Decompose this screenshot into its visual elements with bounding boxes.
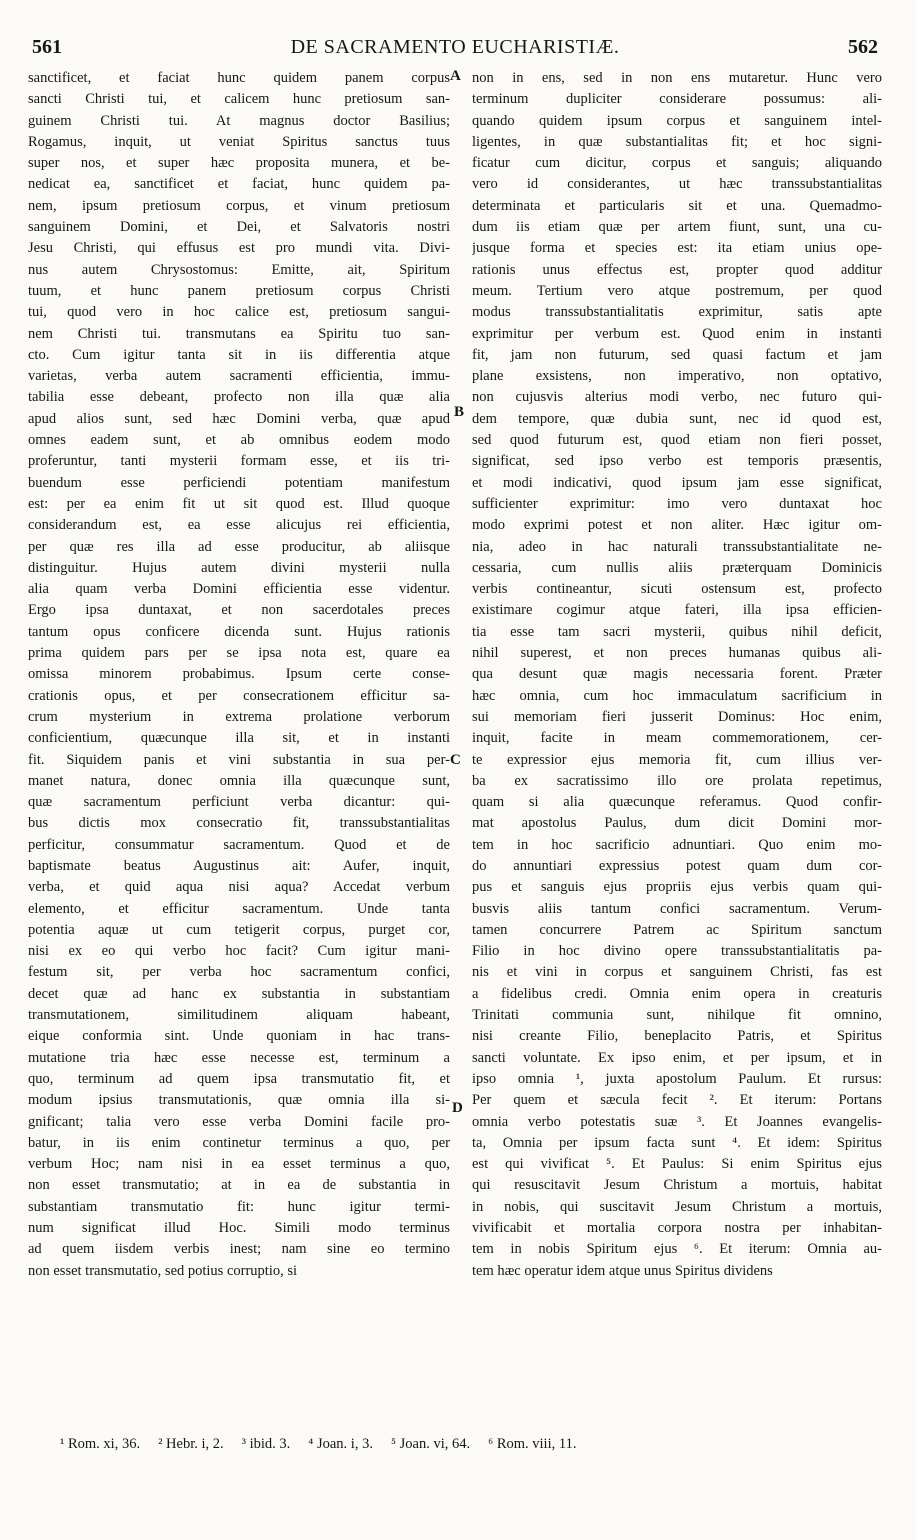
page-number-right: 562	[848, 36, 878, 58]
text-line: nisi ex eo qui verbo hoc facit? Cum igitur mani-	[28, 943, 450, 960]
text-line: eique conformia sint. Unde quoniam in hac trans-	[28, 1028, 450, 1045]
text-line: sancti voluntate. Ex ipso enim, et per ipsum, et in	[472, 1049, 882, 1066]
text-line: tui, quod vero in hoc calice est, pretiosum sangui-	[28, 304, 450, 321]
text-line: guinem Christi tui. At magnus doctor Basilius;	[28, 112, 450, 129]
text-line: crationis opus, et per consecrationem efficitur sa-	[28, 687, 450, 704]
text-line: nisi creante Filio, beneplacito Patris, et Spiritus	[472, 1028, 882, 1045]
text-line: bus dictis mox consecratio fit, transsubstantialitas	[28, 815, 450, 832]
text-line: nis et vini in corpus et sanguinem Christi, fas est	[472, 964, 882, 981]
text-line: considerandum est, ea esse alicujus rei efficientia,	[28, 517, 450, 534]
text-line: ipso omnia ¹, juxta apostolum Paulum. Et rursus:	[472, 1070, 882, 1087]
footnote: ⁶ Rom. viii, 11.	[488, 1436, 577, 1452]
text-line: Filio in hoc divino opere transsubstantialitatis pa-	[472, 943, 882, 960]
text-line: vero id considerantes, ut hæc transsubstantialitas	[472, 176, 882, 193]
text-line: te expressior ejus memoria fit, cum illius ver-	[472, 751, 882, 768]
text-line: ta, Omnia per ipsum facta sunt ⁴. Et idem: Spiritus	[472, 1134, 882, 1151]
text-line: exprimitur per verbum est. Quod enim in instanti	[472, 325, 882, 342]
text-line: quando quidem ipsum corpus et sanguinem intel-	[472, 112, 882, 129]
text-line: inquit, facite in meam commemorationem, cer-	[472, 730, 882, 747]
text-line: Jesu Christi, qui effusus est pro mundi vita. Divi-	[28, 240, 450, 257]
text-line: proferuntur, tanti mysterii formam esse, et iis tri-	[28, 453, 450, 470]
text-line: tamen concurrere Patrem ac Spiritum sanctum	[472, 921, 882, 938]
text-line: ad quem iisdem verbis inest; nam sine eo termino	[28, 1241, 450, 1258]
text-line: ficatur cum dicitur, corpus et sanguis; aliquando	[472, 155, 882, 172]
text-line: quæ sacramentum perficiunt verba dicantur: qui-	[28, 794, 450, 811]
text-line: transmutationem, similitudinem aliquam habeant,	[28, 1007, 450, 1024]
text-line: omnia verbo potestatis suæ ³. Et Joannes evangelis-	[472, 1113, 882, 1130]
text-line: quam si alia quæcunque referamus. Quod confir-	[472, 794, 882, 811]
text-line: tem in nobis Spiritum ejus ⁶. Et iterum: Omnia au-	[472, 1241, 882, 1258]
text-line: tem hæc operatur idem atque unus Spiritus dividens	[472, 1262, 773, 1279]
section-marker-b: B	[454, 404, 465, 420]
section-marker-a: A	[450, 68, 461, 84]
text-line: non in ens, sed in non ens mutaretur. Hunc vero	[472, 70, 882, 86]
text-line: dum iis etiam quæ per artem fiunt, sunt, una cu-	[472, 219, 882, 236]
text-line: varietas, verba autem sacramenti efficientia, immu-	[28, 368, 450, 385]
text-line: verbis contineantur, sicuti ostensum est, profecto	[472, 581, 882, 598]
text-line: elemento, et efficitur sacramentum. Unde tanta	[28, 900, 450, 917]
text-line: festum sit, per verba hoc sacramentum confici,	[28, 964, 450, 981]
footnote: ¹ Rom. xi, 36.	[60, 1436, 141, 1452]
text-line: tabilia esse debeant, profecto non illa quæ alia	[28, 389, 450, 406]
section-marker-d: D	[452, 1100, 463, 1116]
text-line: modum ipsius transmutationis, quæ omnia illa si-	[28, 1092, 450, 1109]
text-line: est: per ea enim fit ut sit quod est. Illud quoque	[28, 495, 450, 512]
running-header	[32, 36, 878, 62]
running-title: DE SACRAMENTO EUCHARISTIÆ.	[290, 36, 620, 58]
text-line: rationis unus effectus est, propter quod additur	[472, 261, 882, 278]
text-line: cessaria, cum nullis aliis præterquam Dominicis	[472, 559, 882, 576]
text-line: apud alios sunt, sed hæc Domini verba, quæ apud	[28, 410, 450, 427]
text-line: buendum esse perficiendi potentiam manifestum	[28, 474, 450, 491]
text-line: qua desunt quæ magis necessaria forent. Præter	[472, 666, 882, 683]
page-number-left: 561	[32, 36, 62, 58]
text-line: num significat illud Hoc. Simili modo terminus	[28, 1220, 450, 1237]
footnote: ⁴ Joan. i, 3.	[308, 1436, 373, 1452]
text-line: in nobis, qui suscitavit Jesum Christum a mortuis,	[472, 1198, 882, 1215]
text-line: sufficienter exprimitur: imo vero duntaxat hoc	[472, 495, 882, 512]
text-line: non cujusvis alterius modi verbo, nec futuro qui-	[472, 389, 882, 406]
text-line: quo, terminum ad quem ipsa transmutatio fit, et	[28, 1070, 450, 1087]
text-line: verba, et quid aqua nisi aqua? Accedat verbum	[28, 879, 450, 896]
text-line: non esset transmutatio, sed potius corruptio, si	[28, 1262, 298, 1279]
footnote: ³ ibid. 3.	[241, 1436, 291, 1452]
text-line: qui resuscitavit Jesum Christum a mortuis, habitat	[472, 1177, 882, 1194]
text-line: sancti Christi tui, et calicem hunc pretiosum san-	[28, 91, 450, 108]
text-line: sed quod futurum est, quod etiam non fieri posset,	[472, 432, 882, 449]
text-line: crum mysterium in extrema prolatione verborum	[28, 708, 450, 725]
text-line: busvis aliis tantum confici sacramentum. Verum-	[472, 900, 882, 917]
text-line: tem in hoc sacrificio adnuntiari. Quo enim mo-	[472, 836, 882, 853]
text-line: Trinitati communia sunt, nihilque fit omnino,	[472, 1007, 882, 1024]
text-line: fit. Siquidem panis et vini substantia in sua per-	[28, 751, 450, 768]
text-line: tuum, et hunc panem pretiosum corpus Christi	[28, 282, 450, 299]
text-line: perficitur, consummatur sacramentum. Quod et de	[28, 836, 450, 853]
text-line: gnificant; talia vero esse verba Domini facile pro-	[28, 1113, 450, 1130]
text-line: vivificabit et mortalia corpora nostra per inhabitan-	[472, 1220, 882, 1237]
text-line: fit, jam non futurum, sed quasi factum et jam	[472, 346, 882, 363]
text-line: super nos, et super hæc proposita munera, et be-	[28, 155, 450, 172]
text-line: nem, ipsum pretiosum corpus, et vinum pretiosum	[28, 197, 450, 214]
text-line: alia quam verba Domini efficientia esse videntur.	[28, 581, 450, 598]
text-line: potentia aquæ ut cum tetigerit corpus, purget cor,	[28, 921, 450, 938]
text-line: terminum dupliciter considerare possumus: ali-	[472, 91, 882, 108]
text-line: determinata et particularis sit et una. Quemadmo-	[472, 197, 882, 214]
text-line: modus transsubstantialitatis exprimitur, satis apte	[472, 304, 882, 321]
text-line: jusque forma et species est: ita etiam unius ope-	[472, 240, 882, 257]
text-line: hæc omnia, cum hoc immaculatum sacrificium in	[472, 687, 882, 704]
text-line: non esset transmutatio; at in ea de substantia in	[28, 1177, 450, 1194]
text-line: conficientium, quæcunque illa sit, et in instanti	[28, 730, 450, 747]
text-line: sui memoriam fieri jusserit Dominus: Hoc enim,	[472, 708, 882, 725]
text-line: mutatione tria hæc esse necesse est, terminum a	[28, 1049, 450, 1066]
right-column	[472, 68, 882, 1282]
footnote: ² Hebr. i, 2.	[158, 1436, 224, 1452]
text-line: ba ex sacratissimo illo ore prolata repetimus,	[472, 772, 882, 789]
left-column	[28, 68, 450, 1282]
text-line: per quæ res illa ad esse producitur, ab aliisque	[28, 538, 450, 555]
text-line: tantum opus conficere dicenda sunt. Hujus rationis	[28, 623, 450, 640]
text-line: sanctificet, et faciat hunc quidem panem corpus	[28, 70, 450, 86]
text-line: prima quidem pars per se ipsa nota est, quare ea	[28, 645, 450, 662]
footnotes	[60, 1436, 840, 1453]
text-line: modo exprimi potest et non aliter. Hæc igitur om-	[472, 517, 882, 534]
text-line: nihil superest, et non preces humanas quibus ali-	[472, 645, 882, 662]
text-line: significat, sed ipso verbo est temporis præsentis,	[472, 453, 882, 470]
text-line: a fidelibus credi. Omnia enim opera in creaturis	[472, 985, 882, 1002]
text-line: mat apostolus Paulus, dum dicit Domini mor-	[472, 815, 882, 832]
text-line: sanguinem Domini, et Dei, et Salvatoris nostri	[28, 219, 450, 236]
text-line: substantiam transmutatio fit: hunc igitur termi-	[28, 1198, 450, 1215]
text-line: meum. Tertium vero atque postremum, per quod	[472, 282, 882, 299]
text-line: Rogamus, inquit, ut veniat Spiritus sanctus tuus	[28, 133, 450, 150]
text-line: nus autem Chrysostomus: Emitte, ait, Spiritum	[28, 261, 450, 278]
text-line: pus et sanguis ejus propriis ejus verbis quam qui-	[472, 879, 882, 896]
section-marker-c: C	[450, 752, 461, 768]
text-line: omnes eadem sunt, et ab omnibus eodem modo	[28, 432, 450, 449]
text-line: omissa minorem probabimus. Ipsum certe conse-	[28, 666, 450, 683]
text-line: batur, in iis enim continetur terminus a quo, per	[28, 1134, 450, 1151]
text-line: est qui vivificat ⁵. Et Paulus: Si enim Spiritus ejus	[472, 1156, 882, 1173]
text-line: do annuntiari expressius potest quam dum cor-	[472, 857, 882, 874]
footnote: ⁵ Joan. vi, 64.	[390, 1436, 471, 1452]
text-line: et modi indicativi, quod ipsum jam esse significat,	[472, 474, 882, 491]
text-line: existimare cogimur atque fateri, illa ipsa efficien-	[472, 602, 882, 619]
text-line: baptismate beatus Augustinus ait: Aufer, inquit,	[28, 857, 450, 874]
text-line: manet natura, donec omnia illa quæcunque sunt,	[28, 772, 450, 789]
text-line: nia, adeo in hac naturali transsubstantialitate ne-	[472, 538, 882, 555]
text-line: ligentes, in quæ substantialitas fit; et hoc signi-	[472, 133, 882, 150]
text-line: cto. Cum igitur tanta sit in iis differentia atque	[28, 346, 450, 363]
text-line: Ergo ipsa duntaxat, et non sacerdotales preces	[28, 602, 450, 619]
text-line: tia esse tam sacri mysterii, quibus nihil deficit,	[472, 623, 882, 640]
text-line: verbum Hoc; nam nisi in ea esset terminus a quo,	[28, 1156, 450, 1173]
text-line: nedicat ea, sanctificet et faciat, hunc quidem pa-	[28, 176, 450, 193]
text-line: decet quæ ad hanc ex substantia in substantiam	[28, 985, 450, 1002]
text-line: Per quem et sæcula fecit ². Et iterum: Portans	[472, 1092, 882, 1109]
text-line: distinguitur. Hujus autem divini mysterii nulla	[28, 559, 450, 576]
text-line: nem Christi tui. transmutans ea Spiritu tuo san-	[28, 325, 450, 342]
text-line: plane exsistens, non imperativo, non optativo,	[472, 368, 882, 385]
text-line: dem tempore, quæ dubia sunt, nec id quod est,	[472, 410, 882, 427]
